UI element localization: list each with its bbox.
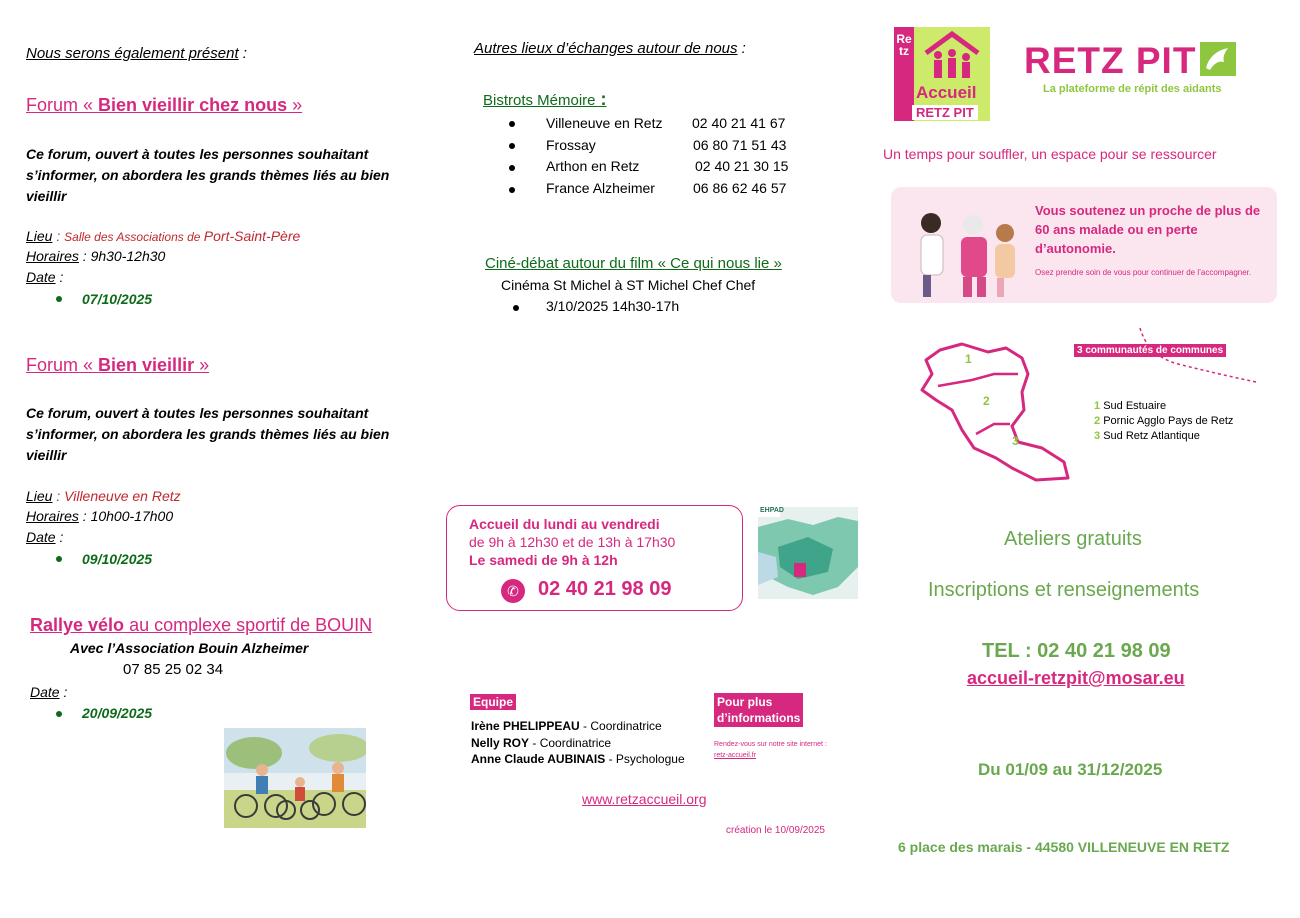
caregivers-illustration (901, 195, 1031, 299)
intro-line (26, 45, 247, 62)
forum1-date: 07/10/2025 (82, 291, 153, 307)
forum2-lieu-sep: : (52, 488, 65, 504)
equipe-member-name: Anne Claude AUBINAIS (471, 752, 606, 766)
contact-email-link[interactable]: accueil-retzpit@mosar.eu (967, 668, 1185, 688)
forum1-title-prefix: Forum « (26, 95, 99, 115)
support-banner (891, 187, 1277, 303)
rallye-title-b: au complexe sportif de BOUIN (124, 615, 373, 635)
rallye-date-bullet (56, 711, 62, 717)
territory-map (918, 338, 1078, 486)
map-legend-name: Pornic Agglo Pays de Retz (1103, 415, 1234, 427)
map-zone-2: 2 (983, 394, 990, 408)
ateliers-text: Ateliers gratuits (1004, 528, 1142, 550)
forum1-title-name: Bien vieillir chez nous (98, 95, 288, 115)
equipe-member-name: Irène PHELIPPEAU (471, 719, 580, 733)
forum2-description: Ce forum, ouvert à toutes les personnes souhaitant s’informer, on abordera les grands thèmes liés au bien vieillir (26, 405, 390, 463)
logo-retz-text: Retz (896, 32, 912, 58)
intro-text: Nous serons également présent (26, 45, 239, 62)
equipe-label: Equipe (470, 694, 516, 710)
info-label (714, 693, 803, 727)
rallye-title-a: Rallye vélo (30, 615, 125, 635)
banner-headline: Vous soutenez un proche de plus de 60 ans malade ou en perte d’autonomie. (1035, 203, 1261, 256)
bistrots-title-colon: : (595, 89, 607, 109)
logo-retzpit-text: RETZ PIT (912, 105, 978, 120)
bistrots-title-text: Bistrots Mémoire (483, 92, 596, 109)
forum2-date-label-text: Date (26, 529, 56, 545)
forum2-date-bullet (56, 556, 62, 562)
map-ehpad-label: EHPAD (760, 507, 784, 514)
bistrot-place: France Alzheimer (546, 180, 655, 196)
bistrot-bullet (509, 143, 515, 149)
forum2-title-name: Bien vieillir (98, 355, 195, 375)
bistrot-phone: 06 86 62 46 57 (693, 180, 787, 196)
rallye-date-label (30, 684, 67, 700)
bistrot-place: Villeneuve en Retz (546, 115, 663, 131)
forum2-title-prefix: Forum « (26, 355, 99, 375)
forum1-title-suffix: » (287, 95, 303, 115)
forum2-title (26, 355, 209, 376)
forum1-lieu-value-b: Port-Saint-Père (203, 228, 301, 244)
map-legend-item (1094, 415, 1233, 427)
cine-title: Ciné-débat autour du film « Ce qui nous lie » (485, 255, 782, 272)
map-legend-item (1094, 430, 1200, 442)
info-site-link[interactable]: retz-accueil.fr (714, 752, 757, 759)
map-title: 3 communautés de communes (1074, 344, 1226, 357)
rallye-association: Avec l’Association Bouin Alzheimer (70, 640, 309, 656)
map-zone-3: 3 (1012, 434, 1019, 448)
bistrot-bullet (509, 187, 515, 193)
creation-date: création le 10/09/2025 (726, 825, 825, 836)
retz-accueil-logo (894, 27, 990, 121)
forum2-title-suffix: » (194, 355, 210, 375)
inscriptions-text: Inscriptions et renseignements (928, 579, 1200, 601)
accueil-hours-line3: Le samedi de 9h à 12h (469, 552, 618, 568)
info-label-line2: d’informations (717, 711, 801, 725)
forum1-lieu (26, 228, 300, 244)
info-label-line1: Pour plus (717, 695, 773, 709)
bistrot-phone: 02 40 21 30 15 (695, 158, 789, 174)
accueil-phone: 02 40 21 98 09 (538, 578, 672, 600)
forum1-lieu-value-a: Salle des Associations de (64, 230, 204, 244)
forum2-horaires-label: Horaires (26, 508, 79, 524)
rallye-date-colon: : (59, 684, 68, 700)
forum1-title (26, 95, 302, 116)
rallye-phone: 07 85 25 02 34 (123, 661, 224, 678)
bistrot-bullet (509, 165, 515, 171)
cine-place: Cinéma St Michel à ST Michel Chef Chef (501, 277, 756, 293)
info-text: Rendez-vous sur notre site internet : (714, 741, 827, 748)
bistrots-title (483, 89, 607, 110)
equipe-member-role: - Coordinatrice (579, 719, 662, 733)
forum2-horaires (26, 508, 173, 524)
leaf-logo-icon (1200, 42, 1236, 76)
brand-title: RETZ PIT (1024, 40, 1197, 81)
intro-colon: : (238, 45, 247, 62)
forum2-date-colon: : (55, 529, 64, 545)
address-text: 6 place des marais - 44580 VILLENEUVE EN RETZ (898, 839, 1230, 855)
period-text: Du 01/09 au 31/12/2025 (978, 760, 1163, 779)
map-zone-1: 1 (965, 352, 972, 366)
bistrot-phone: 02 40 21 41 67 (692, 115, 786, 131)
forum1-horaires (26, 248, 165, 264)
accueil-hours-box (446, 505, 743, 611)
equipe-member (471, 752, 685, 766)
map-legend-num: 2 (1094, 415, 1101, 427)
house-people-icon (922, 31, 982, 81)
map-legend-item (1094, 400, 1166, 412)
contact-tel: TEL : 02 40 21 98 09 (982, 640, 1171, 662)
rallye-date: 20/09/2025 (82, 705, 153, 721)
bistrot-place: Frossay (546, 137, 596, 153)
forum2-horaires-value: : 10h00-17h00 (78, 508, 174, 524)
col2-title-line (474, 40, 746, 57)
forum2-lieu-value: Villeneuve en Retz (64, 488, 181, 504)
equipe-member-role: - Psychologue (605, 752, 685, 766)
equipe-member (471, 719, 662, 733)
accueil-hours-line2: de 9h à 12h30 et de 13h à 17h30 (469, 534, 676, 550)
bistrot-place: Arthon en Retz (546, 158, 640, 174)
bistrot-phone: 06 80 71 51 43 (693, 137, 787, 153)
accueil-hours-line1: Accueil du lundi au vendredi (469, 516, 660, 532)
website-link[interactable]: www.retzaccueil.org (582, 791, 707, 807)
map-legend-num: 3 (1094, 430, 1101, 442)
forum1-date-colon: : (55, 269, 64, 285)
banner-subtext: Osez prendre soin de vous pour continuer de l’accompagner. (1035, 268, 1252, 277)
forum1-date-label-text: Date (26, 269, 56, 285)
forum1-horaires-value: : 9h30-12h30 (78, 248, 166, 264)
forum1-lieu-label: Lieu (26, 228, 53, 244)
col3-tagline: Un temps pour souffler, un espace pour se ressourcer (883, 146, 1217, 162)
forum1-date-label (26, 269, 63, 285)
forum1-horaires-label: Horaires (26, 248, 79, 264)
cyclists-illustration (224, 728, 366, 828)
forum1-date-bullet (56, 296, 62, 302)
logo-accueil-text: Accueil (916, 83, 977, 102)
forum2-lieu (26, 488, 181, 504)
forum2-date-label (26, 529, 63, 545)
rallye-date-label-text: Date (30, 684, 60, 700)
rallye-title (30, 615, 372, 636)
cine-bullet (513, 305, 519, 311)
map-legend-name: Sud Retz Atlantique (1103, 430, 1200, 442)
map-legend-num: 1 (1094, 400, 1101, 412)
map-legend-name: Sud Estuaire (1103, 400, 1167, 412)
equipe-member (471, 736, 611, 750)
cine-date: 3/10/2025 14h30-17h (546, 298, 680, 314)
equipe-member-name: Nelly ROY (471, 736, 530, 750)
bistrot-bullet (509, 121, 515, 127)
area-map-thumbnail (758, 507, 858, 599)
forum1-lieu-sep: : (52, 228, 65, 244)
forum2-lieu-label: Lieu (26, 488, 53, 504)
forum1-description: Ce forum, ouvert à toutes les personnes souhaitant s’informer, on abordera les grands thèmes liés au bien vieillir (26, 146, 390, 204)
col2-title: Autres lieux d’échanges autour de nous (474, 40, 738, 57)
equipe-member-role: - Coordinatrice (529, 736, 612, 750)
forum2-date: 09/10/2025 (82, 551, 153, 567)
brand-tagline: La plateforme de répit des aidants (1043, 83, 1222, 95)
col2-title-colon: : (737, 40, 746, 57)
phone-icon: ✆ (501, 579, 525, 603)
